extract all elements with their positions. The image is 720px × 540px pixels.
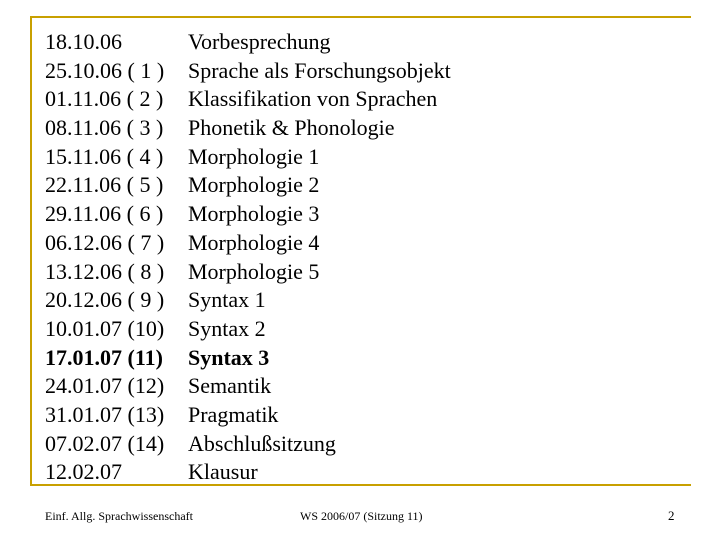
footer-page-number: 2 [668,508,675,523]
schedule-row [45,229,685,258]
session-topic: Phonetik & Phonologie [188,115,395,141]
footer-course-title: Einf. Allg. Sprachwissenschaft [45,509,193,523]
schedule-row [45,114,685,143]
schedule-row [45,458,685,487]
session-date: 18.10.06 [45,29,122,54]
schedule-row [45,85,685,114]
session-date: 24.01.07 (12) [45,373,165,399]
session-topic: Klausur [188,459,258,485]
session-topic: Morphologie 4 [188,229,320,255]
session-date: 13.12.06 ( 8 ) [45,258,165,284]
session-schedule [45,28,685,487]
schedule-row-current [45,344,685,373]
session-topic: Pragmatik [188,401,279,427]
session-topic: Morphologie 2 [188,172,320,198]
schedule-row [45,200,685,229]
session-date: 15.11.06 ( 4 ) [45,143,164,169]
session-date: 12.02.07 [45,459,122,485]
schedule-row [45,401,685,430]
session-date: 06.12.06 ( 7 ) [45,229,165,255]
session-topic: Vorbesprechung [188,29,331,54]
schedule-row [45,372,685,401]
session-topic: Syntax 3 [188,344,270,370]
schedule-row [45,171,685,200]
schedule-row [45,286,685,315]
session-date: 31.01.07 (13) [45,401,165,427]
footer-semester-session: WS 2006/07 (Sitzung 11) [300,509,423,523]
session-topic: Syntax 1 [188,287,266,313]
session-date: 20.12.06 ( 9 ) [45,287,165,313]
session-date: 08.11.06 ( 3 ) [45,115,164,141]
session-date: 25.10.06 ( 1 ) [45,57,165,83]
session-date: 01.11.06 ( 2 ) [45,86,164,112]
slide-frame-top-rule [30,16,691,18]
session-date: 17.01.07 (11) [45,344,163,370]
session-topic: Morphologie 1 [188,143,320,169]
session-date: 10.01.07 (10) [45,315,165,341]
schedule-row [45,143,685,172]
schedule-row [45,430,685,459]
session-topic: Semantik [188,373,272,399]
session-date: 29.11.06 ( 6 ) [45,201,164,227]
session-topic: Morphologie 3 [188,201,320,227]
schedule-row [45,258,685,287]
session-topic: Syntax 2 [188,315,266,341]
session-topic: Sprache als Forschungsobjekt [188,57,451,83]
schedule-row [45,28,685,57]
session-date: 22.11.06 ( 5 ) [45,172,164,198]
schedule-row [45,57,685,86]
schedule-row [45,315,685,344]
session-topic: Morphologie 5 [188,258,320,284]
session-topic: Klassifikation von Sprachen [188,86,438,112]
slide-frame-left-rule [30,16,32,486]
session-topic: Abschlußsitzung [188,430,336,456]
session-date: 07.02.07 (14) [45,430,165,456]
